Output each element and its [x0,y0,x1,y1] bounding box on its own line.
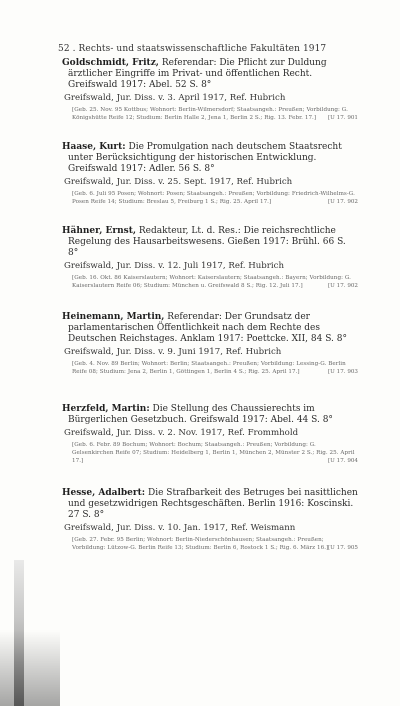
dissertation-entry [62,312,358,376]
header-separator: . [72,44,79,54]
entry-biography: [Geb. 4. Nov. 89 Berlin; Wohnort: Berlin; Staatsangeh.: Preußen; Vorbildung: Lessing-G. Berlin Reife 08; Studium: Jena 2, Berlin 1, Göttingen 1, Berlin 4 S.; Rig. 25. April 17.] [72,361,346,375]
entry-publication: Greifswald, Jur. Diss. v. 3. April 1917, Ref. Hubrich [64,93,286,103]
entry-title-line [62,488,358,521]
entry-shelfmark: [U 17. 904 [327,458,358,464]
entry-shelfmark: [U 17. 903 [327,369,358,375]
entry-biography: [Geb. 27. Febr. 95 Berlin; Wohnort: Berlin-Niederschönhausen; Staatsangeh.: Preußen; Vorbildung: Lützow-G. Berlin Reife 13; Studium: Berlin 6, Rostock 1 S.; Rig. 6. März 16.] [72,537,329,551]
entry-biography: [Geb. 25. Nov. 95 Kottbus; Wohnort: Berlin-Wilmersdorf; Staatsangeh.: Preußen; Vorbildung: G. Königshütte Reife 12; Studium: Berlin Halle 2, Jena 1, Berlin 2 S.; Rig. 13. Febr. 17.] [72,107,348,121]
scan-corner-shadow [0,630,60,706]
author-name: Heinemann, Martin, [62,312,165,322]
author-name: Hesse, Adalbert: [62,488,146,498]
author-name: Haase, Kurt: [62,142,126,152]
page-number: 52 [58,44,70,54]
running-header [58,44,358,54]
entry-shelfmark: [U 17. 905 [327,545,358,551]
dissertation-entry [62,488,358,552]
entry-title: Referendar: Die Pflicht zur Duldung ärztlicher Eingriffe im Privat- und öffentlichen Recht. Greifswald 1917: Abel. 52 S. 8° [68,58,327,90]
author-name: Herzfeld, Martin: [62,404,150,414]
dissertation-entry [62,226,358,290]
dissertation-entry [62,142,358,206]
entry-title: Die Promulgation nach deutschem Staatsrecht unter Berücksichtigung der historischen Entwicklung. Greifswald 1917: Adler. 56 S. 8° [68,142,342,174]
entry-publication: Greifswald, Jur. Diss. v. 25. Sept. 1917, Ref. Hubrich [64,177,293,187]
entry-title: Die Stellung des Chaussierechts im Bürgerlichen Gesetzbuch. Greifswald 1917: Abel. 44 S. 8° [68,404,333,425]
entry-publication: Greifswald, Jur. Diss. v. 12. Juli 1917, Ref. Hubrich [64,261,284,271]
running-head-title: Rechts- und staatswissenschaftliche Fakultäten 1917 [78,44,327,54]
entry-title-line [62,404,358,426]
entry-publication: Greifswald, Jur. Diss. v. 10. Jan. 1917, Ref. Weismann [64,523,296,533]
entry-title-line [62,142,358,175]
entry-title-line [62,312,358,345]
entry-biography: [Geb. 6. Febr. 89 Bochum; Wohnort: Bochum; Staatsangeh.: Preußen; Vorbildung: G. Gelsenkirchen Reife 07; Studium: Heidelberg 1, Berlin 1, München 2, Münster 2 S.; Rig. 25. April 17.] [72,442,355,464]
entry-title-line [62,58,358,91]
entry-title: Referendar: Der Grundsatz der parlamentarischen Öffentlichkeit nach dem Rechte des Deutschen Reichstages. Anklam 1917: Poettcke. XII, 84 S. 8° [68,312,347,344]
entry-shelfmark: [U 17. 901 [327,115,358,121]
entry-title-line [62,226,358,259]
entry-title: Redakteur, Lt. d. Res.: Die reichsrechtliche Regelung des Hausarbeitswesens. Gießen 1917: Brühl. 66 S. 8° [68,226,346,258]
entry-title: Die Strafbarkeit des Betruges bei nasittlichen und gesetzwidrigen Rechtsgeschäften. Berlin 1916: Koscinski. 27 S. 8° [68,488,358,520]
entry-shelfmark: [U 17. 902 [327,283,358,289]
entry-publication: Greifswald, Jur. Diss. v. 2. Nov. 1917, Ref. Frommhold [64,428,299,438]
dissertation-entry [62,404,358,465]
dissertation-entry [62,58,358,122]
entry-shelfmark: [U 17. 902 [327,199,358,205]
entry-biography: [Geb. 6. Juli 95 Posen; Wohnort: Posen; Staatsangeh.: Preußen; Vorbildung: Friedrich-Wilhelms-G. Posen Reife 14; Studium: Breslau 5, Freiburg 1 S.; Rig. 25. April 17.] [72,191,355,205]
entry-biography: [Geb. 16. Okt. 86 Kaiserslautern; Wohnort: Kaiserslautern; Staatsangeh.: Bayern; Vorbildung: G. Kaiserslautern Reife 06; Studium: München u. Greifswald 8 S.; Rig. 12. Juli 17.] [72,275,351,289]
entry-publication: Greifswald, Jur. Diss. v. 9. Juni 1917, Ref. Hubrich [64,347,282,357]
author-name: Goldschmidt, Fritz, [62,58,159,68]
author-name: Hähner, Ernst, [62,226,137,236]
